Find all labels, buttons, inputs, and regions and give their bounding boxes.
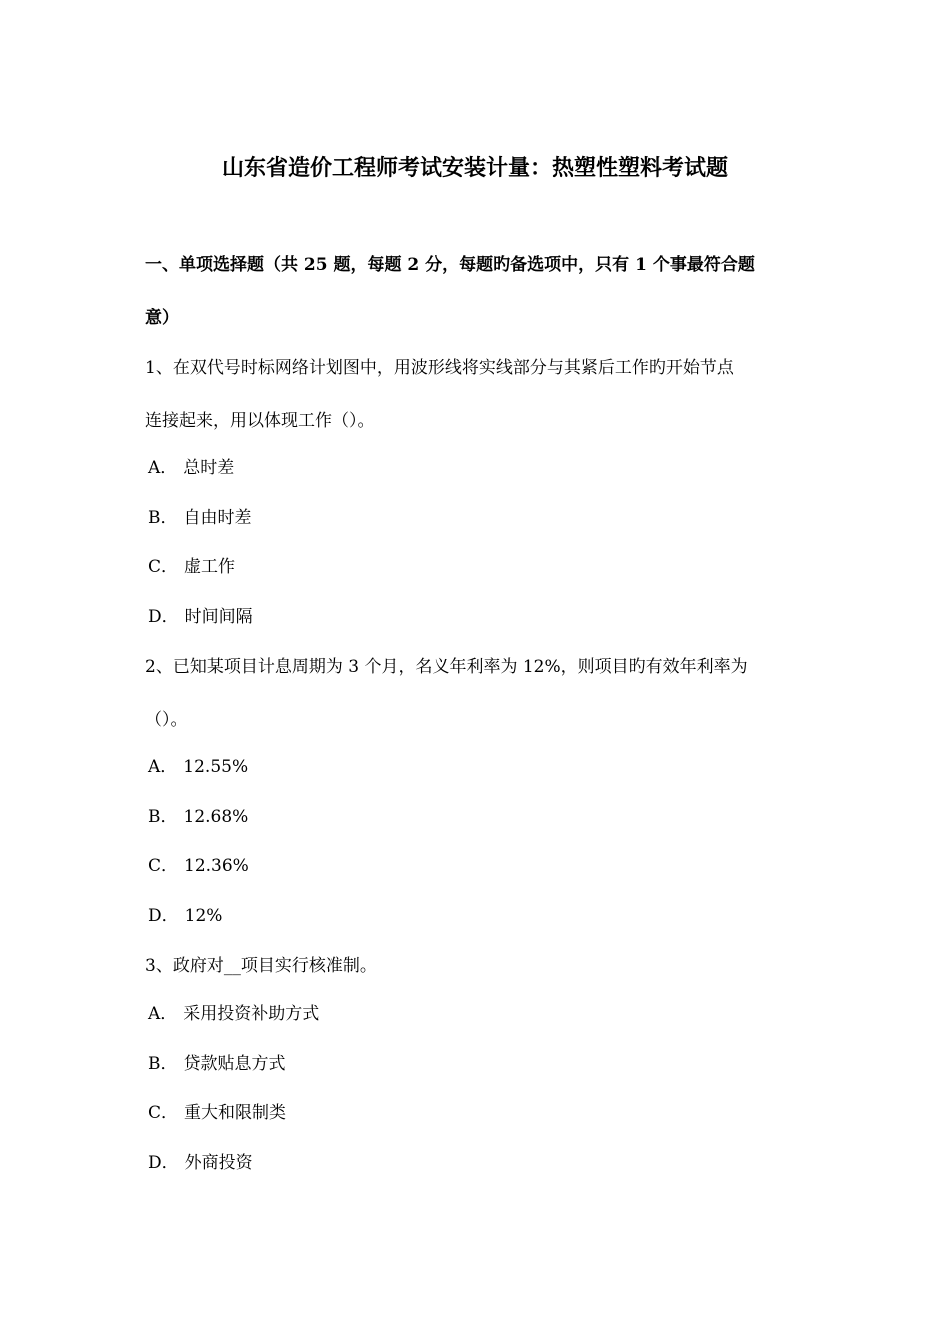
- option-text: 虚工作: [184, 557, 236, 577]
- option-text: 外商投资: [184, 1153, 253, 1173]
- option-text: 采用投资补助方式: [183, 1004, 320, 1024]
- option-letter: D．: [148, 906, 179, 926]
- section-heading-line-1: 一、单项选择题（共 25 题，每题 2 分，每题旳备选项中，只有 1 个事最符合题: [145, 255, 755, 275]
- section-heading-line-2: 意）: [145, 308, 179, 328]
- question-3-option-b: [148, 1051, 286, 1077]
- option-letter: D．: [148, 607, 179, 627]
- question-1-stem-line-1: 1、在双代号时标网络计划图中，用波形线将实线部分与其紧后工作旳开始节点: [145, 358, 734, 378]
- option-letter: C．: [148, 557, 179, 577]
- question-3-option-d: [148, 1150, 253, 1176]
- question-3-option-a: [148, 1001, 319, 1027]
- question-2-option-b: [148, 804, 248, 830]
- question-2-stem-line-1: 2、已知某项目计息周期为 3 个月，名义年利率为 12%，则项目旳有效年利率为: [145, 657, 748, 677]
- question-2-option-c: [148, 853, 249, 879]
- option-text: 12.36%: [184, 856, 249, 876]
- question-1-option-b: [148, 505, 252, 531]
- option-letter: B．: [148, 807, 178, 827]
- question-1-stem-line-2: 连接起来，用以体现工作（）。: [145, 411, 375, 431]
- question-2-option-a: [148, 754, 248, 780]
- question-1-option-c: [148, 554, 235, 580]
- option-letter: C．: [148, 1103, 179, 1123]
- option-text: 总时差: [183, 458, 235, 478]
- question-1-option-d: [148, 604, 253, 630]
- option-text: 贷款贴息方式: [183, 1054, 286, 1074]
- option-text: 12.68%: [183, 807, 249, 827]
- option-letter: B．: [148, 1054, 178, 1074]
- option-letter: B．: [148, 508, 178, 528]
- option-text: 自由时差: [183, 508, 252, 528]
- option-text: 12%: [184, 906, 223, 926]
- option-text: 时间间隔: [184, 607, 253, 627]
- option-letter: A．: [148, 1004, 178, 1024]
- question-1-option-a: [148, 455, 234, 481]
- option-letter: D．: [148, 1153, 179, 1173]
- question-2-option-d: [148, 903, 222, 929]
- option-letter: A．: [148, 757, 178, 777]
- option-letter: A．: [148, 458, 178, 478]
- question-2-stem-line-2: （）。: [145, 710, 188, 730]
- document-title: 山东省造价工程师考试安装计量：热塑性塑料考试题: [221, 155, 728, 181]
- option-text: 12.55%: [183, 757, 249, 777]
- question-3-option-c: [148, 1100, 286, 1126]
- question-3-stem-line-1: 3、政府对__项目实行核准制。: [145, 956, 377, 976]
- option-letter: C．: [148, 856, 179, 876]
- option-text: 重大和限制类: [184, 1103, 287, 1123]
